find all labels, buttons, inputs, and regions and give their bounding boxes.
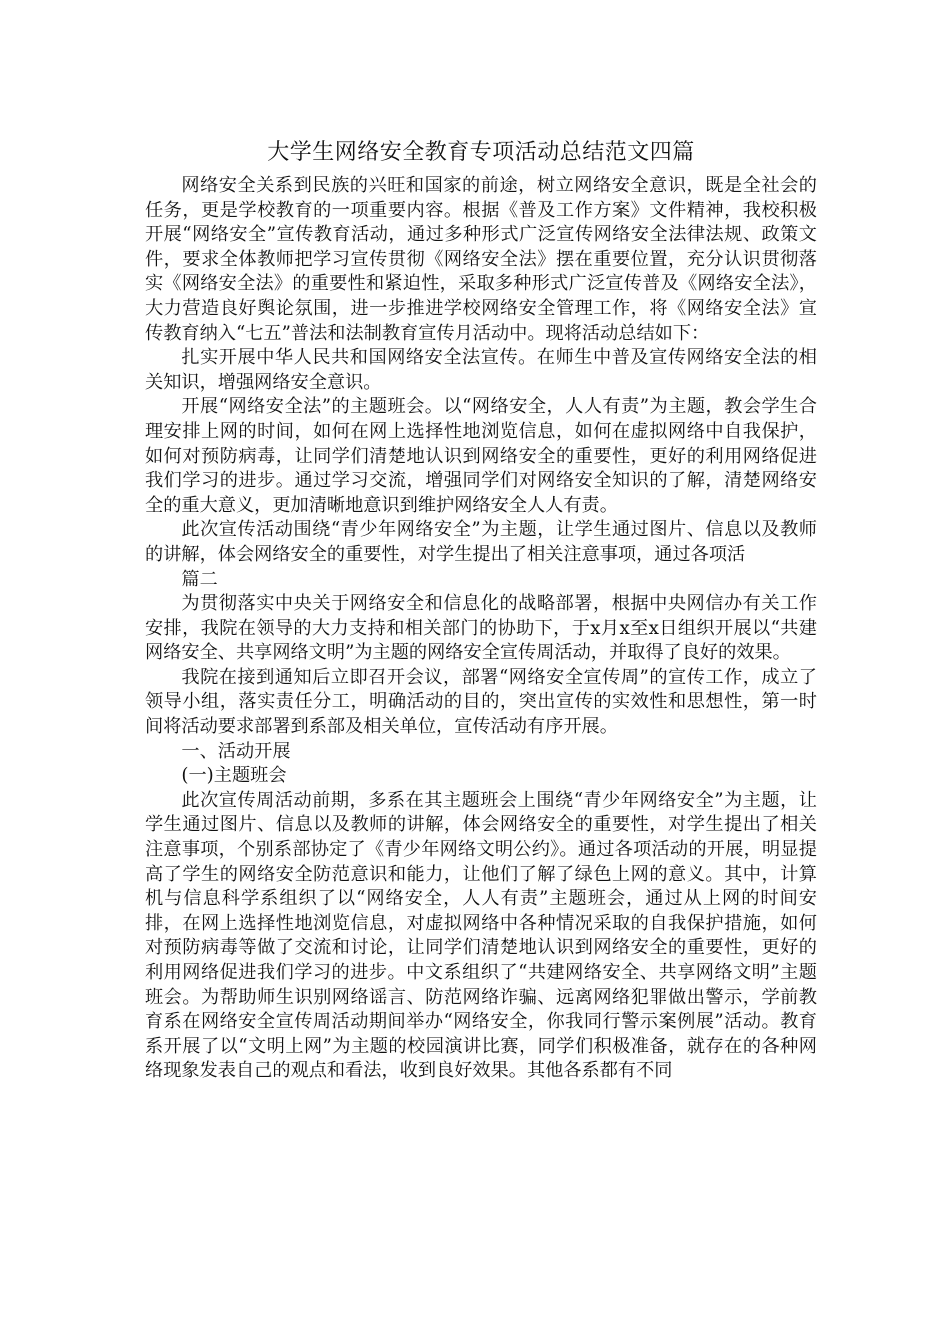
paragraph-deployment: 为贯彻落实中央关于网络安全和信息化的战略部署，根据中央网信办有关工作安排，我院在领导的大力支持和相关部门的协助下，于x月x至x日组织开展以“共建网络安全、共享网络文明”为主题的网络安全宣传周活动，并取得了良好的效果。 [145, 593, 817, 664]
paragraph-class-meeting: 开展“网络安全法”的主题班会。以“网络安全，人人有责”为主题，教会学生合理安排上网的时间，如何在网上选择性地浏览信息，如何在虚拟网络中自我保护，如何对预防病毒，让同学们清楚地认识到网络安全的重要性，更好的利用网络促进我们学习的进步。通过学习交流，增强同学们对网络安全知识的了解，清楚网络安全的重大意义，更加清晰地意识到维护网络安全人人有责。 [145, 396, 817, 516]
document-page [145, 132, 817, 1084]
document-title: 大学生网络安全教育专项活动总结范文四篇 [267, 140, 695, 165]
section-heading-part-two: 篇二 [181, 568, 218, 590]
paragraph-law-promotion: 扎实开展中华人民共和国网络安全法宣传。在师生中普及宣传网络安全法的相关知识，增强网络安全意识。 [145, 347, 817, 393]
heading-theme-class: (一)主题班会 [181, 765, 287, 787]
paragraph-intro: 网络安全关系到民族的兴旺和国家的前途，树立网络安全意识，既是全社会的任务，更是学校教育的一项重要内容。根据《普及工作方案》文件精神，我校积极开展“网络安全”宣传教育活动，通过多种形式广泛宣传网络安全法律法规、政策文件，要求全体教师把学习宣传贯彻《网络安全法》摆在重要位置，充分认识贯彻落实《网络安全法》的重要性和紧迫性，采取多种形式广泛宣传普及《网络安全法》，大力营造良好舆论氛围，进一步推进学校网络安全管理工作，将《网络安全法》宣传教育纳入“七五”普法和法制教育宣传月活动中。现将活动总结如下： [145, 175, 817, 344]
heading-activities: 一、活动开展 [181, 740, 291, 762]
paragraph-theme-class-details: 此次宣传周活动前期，多系在其主题班会上围绕“青少年网络安全”为主题，让学生通过图片、信息以及教师的讲解，体会网络安全的重要性，对学生提出了相关注意事项，个别系部协定了《青少年网络文明公约》。通过各项活动的开展，明显提高了学生的网络安全防范意识和能力，让他们了解了绿色上网的意义。其中，计算机与信息科学系组织了以“网络安全，人人有责”主题班会，通过从上网的时间安排，在网上选择性地浏览信息，对虚拟网络中各种情况采取的自我保护措施，如何对预防病毒等做了交流和讨论，让同学们清楚地认识到网络安全的重要性，更好的利用网络促进我们学习的进步。中文系组织了“共建网络安全、共享网络文明”主题班会。为帮助师生识别网络谣言、防范网络诈骗、远离网络犯罪做出警示，学前教育系在网络安全宣传周活动期间举办“网络安全，你我同行警示案例展”活动。教育系开展了以“文明上网”为主题的校园演讲比赛，同学们积极准备，就存在的各种网络现象发表自己的观点和看法，收到良好效果。其他各系都有不同 [145, 789, 817, 1082]
paragraph-activity-theme: 此次宣传活动围绕“青少年网络安全”为主题，让学生通过图片、信息以及教师的讲解，体会网络安全的重要性，对学生提出了相关注意事项，通过各项活 [145, 519, 817, 565]
paragraph-meeting: 我院在接到通知后立即召开会议，部署“网络安全宣传周”的宣传工作，成立了领导小组，落实责任分工，明确活动的目的，突出宣传的实效性和思想性，第一时间将活动要求部署到系部及相关单位，宣传活动有序开展。 [145, 666, 817, 738]
